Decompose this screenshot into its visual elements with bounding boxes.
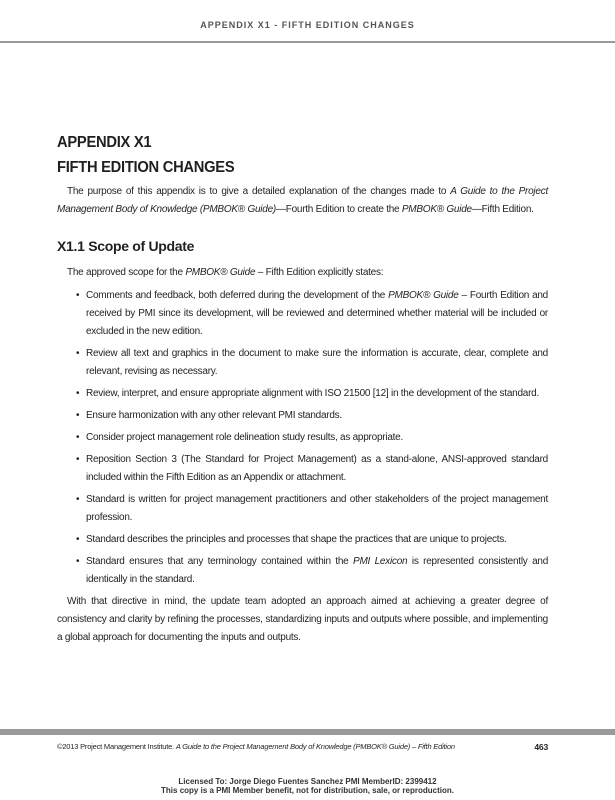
intro-paragraph xyxy=(57,183,548,219)
text: Review, interpret, and ensure appropriate alignment with ISO 21500 [12] in the development of the standard. xyxy=(86,388,539,399)
license-notice xyxy=(0,777,615,795)
list-item xyxy=(57,345,548,381)
text: Standard is written for project management practitioners and other stakeholders of the project management profession. xyxy=(86,494,548,523)
page-title xyxy=(57,130,234,180)
text-italic: PMBOK® Guide xyxy=(388,290,459,301)
text: The approved scope for the xyxy=(67,267,186,278)
section-heading: X1.1 Scope of Update xyxy=(57,238,195,254)
text-italic: PMI Lexicon xyxy=(353,556,408,567)
text: —Fifth Edition. xyxy=(471,204,534,215)
header-rule xyxy=(0,41,615,43)
list-item xyxy=(57,385,548,403)
lead-paragraph xyxy=(57,264,548,282)
title-line-1: APPENDIX X1 xyxy=(57,134,152,151)
text: Ensure harmonization with any other relevant PMI standards. xyxy=(86,410,342,421)
list-item xyxy=(57,287,548,341)
text: is represented consistently and identically in the standard. xyxy=(86,556,549,585)
title-line-2: FIFTH EDITION CHANGES xyxy=(57,159,235,176)
copyright: ©2013 Project Management Institute. xyxy=(57,742,176,751)
scope-list xyxy=(57,287,548,589)
page-footer xyxy=(57,742,548,751)
list-item xyxy=(57,451,548,487)
text: – Fourth Edition and received by PMI since its development, will be reviewed and determined whether material will be included or excluded in the new edition. xyxy=(86,290,548,337)
license-line-1: Licensed To: Jorge Diego Fuentes Sanchez PMI MemberID: 2399412 xyxy=(178,777,437,786)
text: – Fifth Edition explicitly states: xyxy=(255,267,384,278)
list-item xyxy=(57,407,548,425)
list-item xyxy=(57,531,548,549)
text: The purpose of this appendix is to give a detailed explanation of the changes made to xyxy=(67,186,451,197)
text-italic: PMBOK® Guide xyxy=(185,267,256,278)
text: —Fourth Edition to create the xyxy=(275,204,402,215)
text: Comments and feedback, both deferred during the development of the xyxy=(86,290,389,301)
text-italic: A Guide to the Project Management Body of Knowledge (PMBOK® Guide) xyxy=(57,186,548,215)
page-number: 463 xyxy=(534,742,548,752)
text: Consider project management role delineation study results, as appropriate. xyxy=(86,432,403,443)
text: Standard ensures that any terminology contained within the xyxy=(86,556,354,567)
section-body xyxy=(57,264,548,647)
running-header: APPENDIX X1 - FIFTH EDITION CHANGES xyxy=(200,20,415,30)
footer-rule xyxy=(0,729,615,735)
book-title: A Guide to the Project Management Body of Knowledge (PMBOK® Guide) – Fifth Edition xyxy=(175,742,455,751)
list-item xyxy=(57,553,548,589)
text: Standard describes the principles and processes that shape the practices that are unique to projects. xyxy=(86,534,507,545)
text: Reposition Section 3 (The Standard for Project Management) as a stand-alone, ANSI-approved standard included within the Fifth Edition as an Appendix or attachment. xyxy=(86,454,548,483)
license-line-2: This copy is a PMI Member benefit, not for distribution, sale, or reproduction. xyxy=(161,786,454,795)
text: Review all text and graphics in the document to make sure the information is accurate, clear, complete and relevant, revising as necessary. xyxy=(86,348,548,377)
list-item xyxy=(57,491,548,527)
closing-paragraph: With that directive in mind, the update team adopted an approach aimed at achieving a greater degree of consistency and clarity by refining the processes, standardizing inputs and outputs where possible, and implementing a global approach for documenting the inputs and outputs. xyxy=(57,596,548,643)
list-item xyxy=(57,429,548,447)
text-italic: PMBOK® Guide xyxy=(401,204,472,215)
